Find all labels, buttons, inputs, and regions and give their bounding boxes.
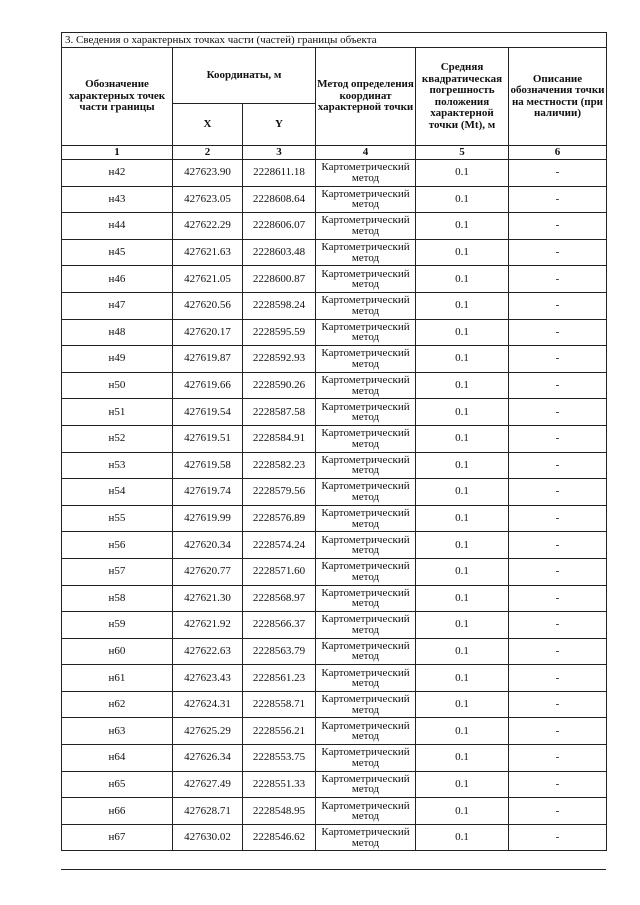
- method-cell: Картометрический метод: [316, 505, 416, 532]
- coordinate-x-cell: 427627.49: [173, 771, 243, 798]
- point-designation-cell: н50: [62, 372, 173, 399]
- coordinate-x-cell: 427619.99: [173, 505, 243, 532]
- header-method: Метод определения координат характерной точки: [316, 48, 416, 146]
- description-cell: -: [509, 319, 607, 346]
- table-row: [62, 160, 607, 187]
- column-number: 3: [243, 146, 316, 160]
- table-row: [62, 665, 607, 692]
- point-designation-cell: н64: [62, 745, 173, 772]
- coordinate-y-cell: 2228582.23: [243, 452, 316, 479]
- accuracy-cell: 0.1: [416, 585, 509, 612]
- table-row: [62, 745, 607, 772]
- coordinate-x-cell: 427621.05: [173, 266, 243, 293]
- table-row: [62, 771, 607, 798]
- coordinate-x-cell: 427623.43: [173, 665, 243, 692]
- description-cell: -: [509, 399, 607, 426]
- description-cell: -: [509, 745, 607, 772]
- description-cell: -: [509, 346, 607, 373]
- accuracy-cell: 0.1: [416, 558, 509, 585]
- coordinate-x-cell: 427619.58: [173, 452, 243, 479]
- point-designation-cell: н60: [62, 638, 173, 665]
- description-cell: -: [509, 585, 607, 612]
- coordinate-y-cell: 2228548.95: [243, 798, 316, 825]
- point-designation-cell: н53: [62, 452, 173, 479]
- coordinate-x-cell: 427621.63: [173, 239, 243, 266]
- table-row: [62, 346, 607, 373]
- coordinate-y-cell: 2228608.64: [243, 186, 316, 213]
- coordinate-x-cell: 427625.29: [173, 718, 243, 745]
- table-row: [62, 638, 607, 665]
- coordinate-y-cell: 2228553.75: [243, 745, 316, 772]
- method-cell: Картометрический метод: [316, 612, 416, 639]
- coordinate-x-cell: 427620.56: [173, 292, 243, 319]
- method-cell: Картометрический метод: [316, 266, 416, 293]
- coordinate-y-cell: 2228579.56: [243, 479, 316, 506]
- accuracy-cell: 0.1: [416, 186, 509, 213]
- coordinate-y-cell: 2228558.71: [243, 691, 316, 718]
- accuracy-cell: 0.1: [416, 638, 509, 665]
- boundary-points-table: [61, 32, 607, 851]
- coordinate-x-cell: 427621.92: [173, 612, 243, 639]
- table-row: [62, 505, 607, 532]
- method-cell: Картометрический метод: [316, 558, 416, 585]
- point-designation-cell: н51: [62, 399, 173, 426]
- method-cell: Картометрический метод: [316, 824, 416, 851]
- method-cell: Картометрический метод: [316, 718, 416, 745]
- description-cell: -: [509, 292, 607, 319]
- method-cell: Картометрический метод: [316, 532, 416, 559]
- point-designation-cell: н62: [62, 691, 173, 718]
- method-cell: Картометрический метод: [316, 319, 416, 346]
- table-row: [62, 372, 607, 399]
- coordinate-x-cell: 427619.74: [173, 479, 243, 506]
- table-row: [62, 558, 607, 585]
- method-cell: Картометрический метод: [316, 292, 416, 319]
- description-cell: -: [509, 532, 607, 559]
- coordinate-x-cell: 427620.77: [173, 558, 243, 585]
- description-cell: -: [509, 425, 607, 452]
- method-cell: Картометрический метод: [316, 771, 416, 798]
- description-cell: -: [509, 239, 607, 266]
- table-row: [62, 824, 607, 851]
- method-cell: Картометрический метод: [316, 691, 416, 718]
- description-cell: -: [509, 160, 607, 187]
- description-cell: -: [509, 372, 607, 399]
- table-row: [62, 319, 607, 346]
- accuracy-cell: 0.1: [416, 292, 509, 319]
- section-title-row: [62, 33, 607, 48]
- accuracy-cell: 0.1: [416, 612, 509, 639]
- coordinate-y-cell: 2228561.23: [243, 665, 316, 692]
- coordinate-x-cell: 427624.31: [173, 691, 243, 718]
- table-row: [62, 213, 607, 240]
- column-number: 4: [316, 146, 416, 160]
- coordinate-y-cell: 2228563.79: [243, 638, 316, 665]
- table-row: [62, 186, 607, 213]
- accuracy-cell: 0.1: [416, 824, 509, 851]
- accuracy-cell: 0.1: [416, 266, 509, 293]
- table-row: [62, 399, 607, 426]
- point-designation-cell: н52: [62, 425, 173, 452]
- method-cell: Картометрический метод: [316, 160, 416, 187]
- point-designation-cell: н63: [62, 718, 173, 745]
- method-cell: Картометрический метод: [316, 798, 416, 825]
- coordinate-y-cell: 2228611.18: [243, 160, 316, 187]
- coordinate-y-cell: 2228590.26: [243, 372, 316, 399]
- point-designation-cell: н59: [62, 612, 173, 639]
- point-designation-cell: н57: [62, 558, 173, 585]
- table-row: [62, 585, 607, 612]
- accuracy-cell: 0.1: [416, 532, 509, 559]
- method-cell: Картометрический метод: [316, 399, 416, 426]
- coordinate-x-cell: 427622.29: [173, 213, 243, 240]
- point-designation-cell: н66: [62, 798, 173, 825]
- accuracy-cell: 0.1: [416, 239, 509, 266]
- point-designation-cell: н46: [62, 266, 173, 293]
- coordinate-y-cell: 2228566.37: [243, 612, 316, 639]
- coordinate-x-cell: 427626.34: [173, 745, 243, 772]
- table-row: [62, 452, 607, 479]
- description-cell: -: [509, 186, 607, 213]
- method-cell: Картометрический метод: [316, 346, 416, 373]
- method-cell: Картометрический метод: [316, 452, 416, 479]
- table-row: [62, 239, 607, 266]
- column-number: 5: [416, 146, 509, 160]
- coordinate-x-cell: 427619.66: [173, 372, 243, 399]
- description-cell: -: [509, 798, 607, 825]
- coordinate-x-cell: 427619.51: [173, 425, 243, 452]
- accuracy-cell: 0.1: [416, 771, 509, 798]
- accuracy-cell: 0.1: [416, 745, 509, 772]
- coordinate-y-cell: 2228600.87: [243, 266, 316, 293]
- description-cell: -: [509, 452, 607, 479]
- coordinate-x-cell: 427621.30: [173, 585, 243, 612]
- accuracy-cell: 0.1: [416, 452, 509, 479]
- description-cell: -: [509, 505, 607, 532]
- description-cell: -: [509, 771, 607, 798]
- coordinate-x-cell: 427619.87: [173, 346, 243, 373]
- accuracy-cell: 0.1: [416, 213, 509, 240]
- coordinate-x-cell: 427620.17: [173, 319, 243, 346]
- method-cell: Картометрический метод: [316, 479, 416, 506]
- document-sheet: [61, 32, 606, 851]
- coordinate-x-cell: 427622.63: [173, 638, 243, 665]
- column-numbers-row: [62, 146, 607, 160]
- coordinate-y-cell: 2228584.91: [243, 425, 316, 452]
- accuracy-cell: 0.1: [416, 425, 509, 452]
- description-cell: -: [509, 479, 607, 506]
- accuracy-cell: 0.1: [416, 665, 509, 692]
- description-cell: -: [509, 638, 607, 665]
- point-designation-cell: н58: [62, 585, 173, 612]
- accuracy-cell: 0.1: [416, 798, 509, 825]
- column-number: 1: [62, 146, 173, 160]
- footer-rule: [61, 869, 606, 870]
- accuracy-cell: 0.1: [416, 718, 509, 745]
- method-cell: Картометрический метод: [316, 585, 416, 612]
- description-cell: -: [509, 266, 607, 293]
- header-coordinates: Координаты, м: [173, 48, 316, 104]
- description-cell: -: [509, 691, 607, 718]
- coordinate-y-cell: 2228592.93: [243, 346, 316, 373]
- table-row: [62, 479, 607, 506]
- coordinate-x-cell: 427619.54: [173, 399, 243, 426]
- point-designation-cell: н42: [62, 160, 173, 187]
- description-cell: -: [509, 558, 607, 585]
- coordinate-y-cell: 2228595.59: [243, 319, 316, 346]
- coordinate-x-cell: 427623.90: [173, 160, 243, 187]
- method-cell: Картометрический метод: [316, 372, 416, 399]
- coordinate-y-cell: 2228556.21: [243, 718, 316, 745]
- header-y: Y: [243, 104, 316, 146]
- method-cell: Картометрический метод: [316, 213, 416, 240]
- table-row: [62, 292, 607, 319]
- table-row: [62, 691, 607, 718]
- accuracy-cell: 0.1: [416, 479, 509, 506]
- point-designation-cell: н45: [62, 239, 173, 266]
- accuracy-cell: 0.1: [416, 399, 509, 426]
- point-designation-cell: н49: [62, 346, 173, 373]
- point-designation-cell: н61: [62, 665, 173, 692]
- method-cell: Картометрический метод: [316, 638, 416, 665]
- accuracy-cell: 0.1: [416, 346, 509, 373]
- coordinate-x-cell: 427623.05: [173, 186, 243, 213]
- coordinate-x-cell: 427630.02: [173, 824, 243, 851]
- description-cell: -: [509, 718, 607, 745]
- point-designation-cell: н48: [62, 319, 173, 346]
- column-number: 2: [173, 146, 243, 160]
- point-designation-cell: н54: [62, 479, 173, 506]
- point-designation-cell: н47: [62, 292, 173, 319]
- method-cell: Картометрический метод: [316, 745, 416, 772]
- coordinate-x-cell: 427628.71: [173, 798, 243, 825]
- accuracy-cell: 0.1: [416, 319, 509, 346]
- description-cell: -: [509, 612, 607, 639]
- table-row: [62, 718, 607, 745]
- section-title: 3. Сведения о характерных точках части (частей) границы объекта: [62, 33, 607, 48]
- coordinate-y-cell: 2228598.24: [243, 292, 316, 319]
- coordinate-y-cell: 2228571.60: [243, 558, 316, 585]
- point-designation-cell: н44: [62, 213, 173, 240]
- header-description: Описание обозначения точки на местности (при наличии): [509, 48, 607, 146]
- description-cell: -: [509, 665, 607, 692]
- table-row: [62, 798, 607, 825]
- description-cell: -: [509, 213, 607, 240]
- point-designation-cell: н65: [62, 771, 173, 798]
- table-row: [62, 612, 607, 639]
- coordinate-y-cell: 2228587.58: [243, 399, 316, 426]
- coordinate-y-cell: 2228574.24: [243, 532, 316, 559]
- table-row: [62, 425, 607, 452]
- point-designation-cell: н43: [62, 186, 173, 213]
- description-cell: -: [509, 824, 607, 851]
- coordinate-y-cell: 2228603.48: [243, 239, 316, 266]
- method-cell: Картометрический метод: [316, 186, 416, 213]
- point-designation-cell: н67: [62, 824, 173, 851]
- method-cell: Картометрический метод: [316, 239, 416, 266]
- point-designation-cell: н55: [62, 505, 173, 532]
- accuracy-cell: 0.1: [416, 691, 509, 718]
- point-designation-cell: н56: [62, 532, 173, 559]
- accuracy-cell: 0.1: [416, 372, 509, 399]
- header-row-1: [62, 48, 607, 104]
- coordinate-y-cell: 2228546.62: [243, 824, 316, 851]
- coordinate-y-cell: 2228568.97: [243, 585, 316, 612]
- accuracy-cell: 0.1: [416, 160, 509, 187]
- header-accuracy: Средняя квадратическая погрешность положения характерной точки (Mt), м: [416, 48, 509, 146]
- accuracy-cell: 0.1: [416, 505, 509, 532]
- coordinate-y-cell: 2228576.89: [243, 505, 316, 532]
- table-row: [62, 532, 607, 559]
- method-cell: Картометрический метод: [316, 665, 416, 692]
- header-designation: Обозначение характерных точек части границы: [62, 48, 173, 146]
- coordinate-x-cell: 427620.34: [173, 532, 243, 559]
- coordinate-y-cell: 2228551.33: [243, 771, 316, 798]
- table-row: [62, 266, 607, 293]
- header-x: X: [173, 104, 243, 146]
- column-number: 6: [509, 146, 607, 160]
- coordinate-y-cell: 2228606.07: [243, 213, 316, 240]
- method-cell: Картометрический метод: [316, 425, 416, 452]
